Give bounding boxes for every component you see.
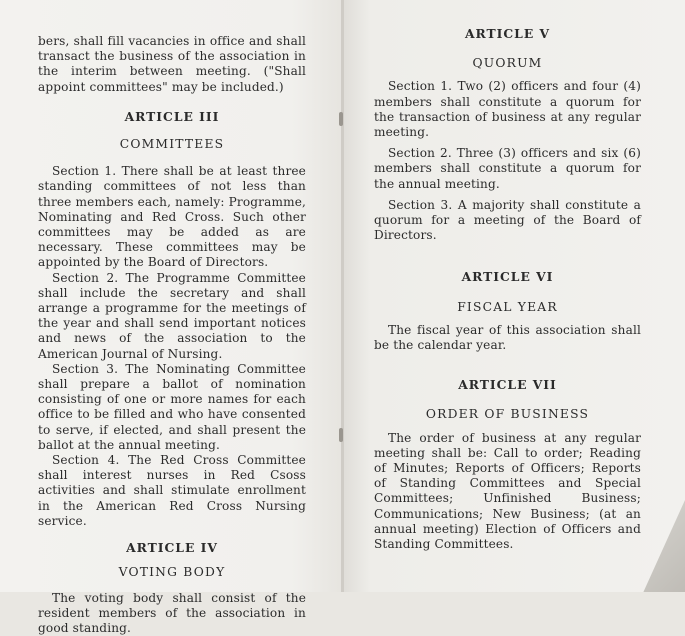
article-7-text: The order of business at any regular meeting shall be: Call to order; Reading of Minutes; Reports of Officers; Reports of Standing Committees and Special Committees; Unfinished Business; Communications; New Business; (at an annual meeting) Election of Officers and Standing Committees.: [374, 431, 641, 553]
article-3-title: COMMITTEES: [38, 137, 306, 152]
staple-top: [339, 112, 343, 126]
staple-middle: [339, 428, 343, 442]
article-5-section-2: Section 2. Three (3) officers and six (6) members shall constitute a quorum for the annual meeting.: [374, 146, 641, 192]
article-4-heading: ARTICLE IV: [38, 540, 306, 555]
article-5-heading: ARTICLE V: [374, 26, 641, 41]
article-7-heading: ARTICLE VII: [374, 377, 641, 392]
article-5-title: QUORUM: [374, 56, 641, 71]
article-4-title: VOTING BODY: [38, 565, 306, 580]
binding-gutter: [341, 0, 344, 592]
article-3-section-1: Section 1. There shall be at least three standing committees of not less than three members each, namely: Programme, Nominating and Red Cross. Such other committees may be added as are necessary. These committees may be appointed by the Board of Directors.: [38, 164, 306, 270]
article-3-section-3: Section 3. The Nominating Committee shall prepare a ballot of nomination consisting of one or more names for each office to be filled and who have consented to serve, if elected, and shall present the ballot at the annual meeting.: [38, 362, 306, 453]
article-3-heading: ARTICLE III: [38, 109, 306, 124]
right-column: [374, 26, 641, 552]
article-6-title: FISCAL YEAR: [374, 300, 641, 315]
continued-paragraph: bers, shall fill vacancies in office and shall transact the business of the association in the interim between meeting. ("Shall appoint committees" may be included.): [38, 34, 306, 95]
article-6-heading: ARTICLE VI: [374, 269, 641, 284]
article-3-section-4: Section 4. The Red Cross Committee shall interest nurses in Red Csoss activities and shall stimulate enrollment in the American Red Cross Nursing service.: [38, 453, 306, 529]
article-6-text: The fiscal year of this association shall be the calendar year.: [374, 323, 641, 353]
article-4-text: The voting body shall consist of the resident members of the association in good standing.: [38, 591, 306, 636]
article-7-title: ORDER OF BUSINESS: [374, 407, 641, 422]
article-5-section-3: Section 3. A majority shall constitute a quorum for a meeting of the Board of Directors.: [374, 198, 641, 244]
article-5-section-1: Section 1. Two (2) officers and four (4) members shall constitute a quorum for the transaction of business at any regular meeting.: [374, 79, 641, 140]
left-column: [38, 34, 306, 636]
article-3-section-2: Section 2. The Programme Committee shall include the secretary and shall arrange a programme for the meetings of the year and shall send important notices and news of the association to the American Journal of Nursing.: [38, 271, 306, 362]
